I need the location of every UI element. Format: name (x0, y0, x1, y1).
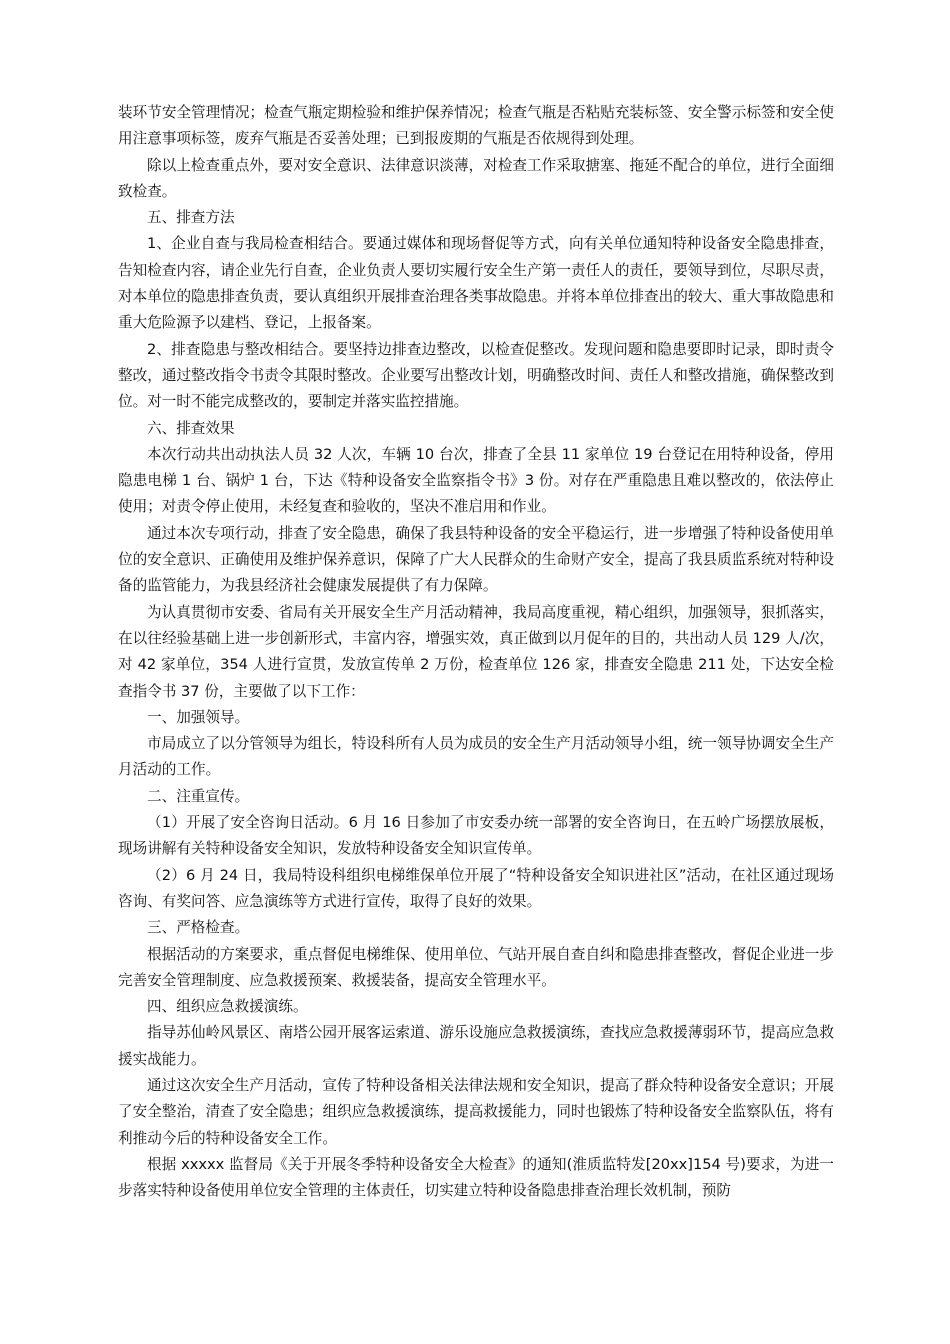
paragraph: 市局成立了以分管领导为组长，特设科所有人员为成员的安全生产月活动领导小组，统一领导协调安全生产月活动的工作。 (118, 735, 834, 779)
section-heading: 二、注重宣传。 (147, 787, 250, 805)
paragraph: （2）6 月 24 日，我局特设科组织电梯维保单位开展了“特种设备安全知识进社区”活动，在社区通过现场咨询、有奖问答、应急演练等方式进行宣传，取得了良好的效果。 (118, 866, 834, 910)
paragraph: 根据 xxxxx 监督局《关于开展冬季特种设备安全大检查》的通知(淮质监特发[20xx]154 号)要求，为进一步落实特种设备使用单位安全管理的主体责任，切实建立特种设备隐患排查治理长效机制，预防 (118, 1155, 834, 1200)
paragraph: 1、企业自查与我局检查相结合。要通过媒体和现场督促等方式，向有关单位通知特种设备安全隐患排查，告知检查内容，请企业先行自查，企业负责人要切实履行安全生产第一责任人的责任，要领导到位，尽职尽责，对本单位的隐患排查负责，要认真组织开展排查治理各类事故隐患。并将本单位排查出的较大、重大事故隐患和重大危险源予以建档、登记，上报备案。 (118, 235, 834, 332)
paragraph: （1）开展了安全咨询日活动。6 月 16 日参加了市安委办统一部署的安全咨询日，在五岭广场摆放展板，现场讲解有关特种设备安全知识，发放特种设备安全知识宣传单。 (118, 814, 834, 858)
paragraph: 通过本次专项行动，排查了安全隐患，确保了我县特种设备的安全平稳运行，进一步增强了特种设备使用单位的安全意识、正确使用及维护保养意识，保障了广大人民群众的生命财产安全，提高了我县质监系统对特种设备的监管能力，为我县经济社会健康发展提供了有力保障。 (118, 524, 834, 595)
section-heading: 五、排查方法 (147, 209, 235, 227)
document-body (118, 100, 834, 1204)
paragraph: 装环节安全管理情况；检查气瓶定期检验和维护保养情况；检查气瓶是否粘贴充装标签、安全警示标签和安全使用注意事项标签，废弃气瓶是否妥善处理；已到报废期的气瓶是否依规得到处理。 (118, 104, 834, 148)
paragraph: 本次行动共出动执法人员 32 人次，车辆 10 台次，排查了全县 11 家单位 19 台登记在用特种设备，停用隐患电梯 1 台、锅炉 1 台，下达《特种设备安全监察指令书》3 份。对存在严重隐患且难以整改的，依法停止使用；对责令停止使用，未经复查和验收的，坚决不准启用和作业。 (118, 445, 834, 516)
paragraph: 通过这次安全生产月活动，宣传了特种设备相关法律法规和安全知识，提高了群众特种设备安全意识；开展了安全整治，清查了安全隐患；组织应急救援演练，提高救援能力，同时也锻炼了特种设备安全监察队伍，将有利推动今后的特种设备安全工作。 (118, 1076, 834, 1147)
paragraph: 除以上检查重点外，要对安全意识、法律意识淡薄，对检查工作采取搪塞、拖延不配合的单位，进行全面细致检查。 (118, 156, 834, 200)
paragraph: 根据活动的方案要求，重点督促电梯维保、使用单位、气站开展自查自纠和隐患排查整改，督促企业进一步完善安全管理制度、应急救援预案、救援装备，提高安全管理水平。 (118, 945, 834, 989)
paragraph: 指导苏仙岭风景区、南塔公园开展客运索道、游乐设施应急救援演练，查找应急救援薄弱环节，提高应急救援实战能力。 (118, 1024, 834, 1068)
section-heading: 三、严格检查。 (147, 919, 250, 937)
section-heading: 一、加强领导。 (147, 708, 250, 726)
paragraph: 2、排查隐患与整改相结合。要坚持边排查边整改，以检查促整改。发现问题和隐患要即时记录，即时责令整改，通过整改指令书责令其限时整改。企业要写出整改计划，明确整改时间、责任人和整改措施，确保整改到位。对一时不能完成整改的，要制定并落实监控措施。 (118, 340, 834, 411)
section-heading: 四、组织应急救援演练。 (147, 998, 308, 1016)
paragraph: 为认真贯彻市安委、省局有关开展安全生产月活动精神，我局高度重视，精心组织，加强领导，狠抓落实，在以往经验基础上进一步创新形式，丰富内容，增强实效，真正做到以月促年的目的，共出动人员 129 人/次，对 42 家单位，354 人进行宣贯，发放宣传单 2 万份，检查单位 126 家，排查安全隐患 211 处，下达安全检查指令书 37 份，主要做了以下工作： (118, 603, 834, 700)
section-heading: 六、排查效果 (147, 419, 235, 437)
